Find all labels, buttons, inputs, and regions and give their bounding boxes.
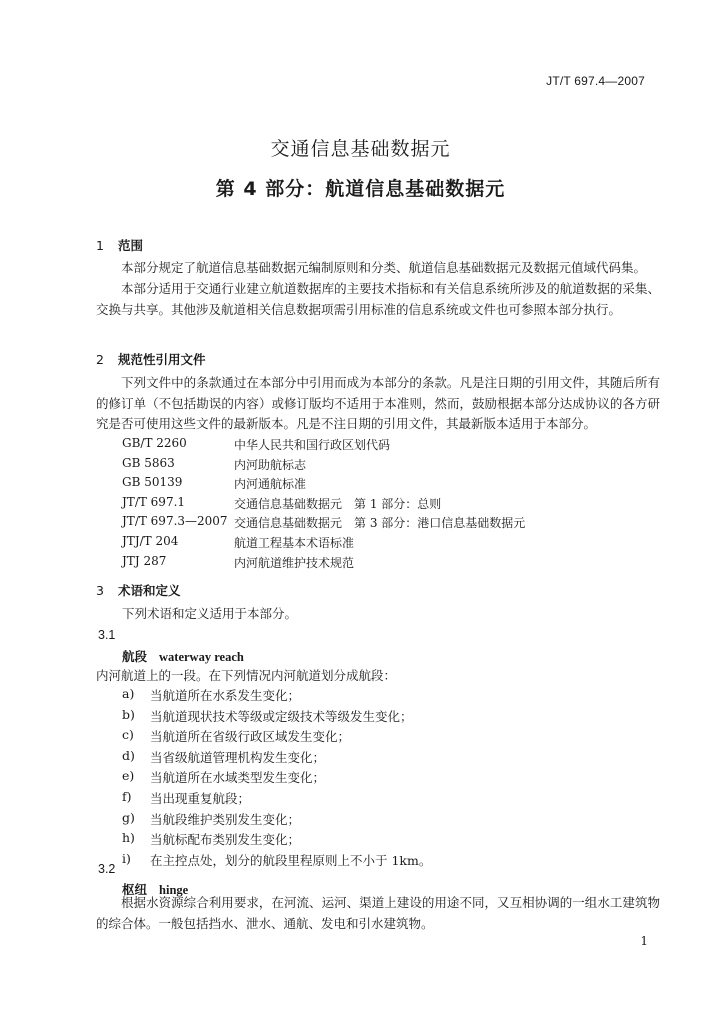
section-2-paragraph-1: 下列文件中的条款通过在本部分中引用而成为本部分的条款。凡是注日期的引用文件，其随后所有的修订单（不包括勘误的内容）或修订版均不适用于本准则，然而，鼓励根据本部分达成协议的各方研究是否可使用这些文件的最新版本。凡是不注日期的引用文件，其最新版本适用于本部分。 <box>96 375 660 431</box>
page-number: 1 <box>640 934 648 948</box>
standard-code: JT/T 697.4—2007 <box>546 74 645 88</box>
reference-row <box>122 554 525 574</box>
list-item-text: 当航段维护类别发生变化； <box>150 811 301 827</box>
reference-row <box>122 475 525 495</box>
reference-row <box>122 436 525 456</box>
list-item-label: g) <box>122 809 135 825</box>
list-item-label: d) <box>122 747 135 763</box>
list-item <box>122 810 431 831</box>
section-1-heading <box>96 236 143 254</box>
reference-name: 内河通航标准 <box>234 477 307 492</box>
list-item-label: b) <box>122 706 135 722</box>
clause-3-2-definition: 根据水资源综合利用要求，在河流、运河、渠道上建设的用途不同，又互相协调的一组水工建筑物的综合体。一般包括挡水、泄水、通航、发电和引水建筑物。 <box>96 895 660 931</box>
list-item <box>122 768 431 789</box>
reference-code: GB 50139 <box>122 475 183 490</box>
list-item-text: 当航道所在水系发生变化； <box>150 688 301 703</box>
list-item-label: h) <box>122 830 135 846</box>
section-title: 范围 <box>118 238 144 253</box>
reference-row <box>122 514 525 534</box>
list-item <box>122 789 431 810</box>
list-item-label: a) <box>122 686 135 701</box>
section-3-intro: 下列术语和定义适用于本部分。 <box>122 606 298 621</box>
section-1-paragraph-2: 本部分适用于交通行业建立航道数据库的主要技术指标和有关信息系统所涉及的航道数据的采集、交换与共享。其他涉及航道相关信息数据项需引用标准的信息系统或文件也可参照本部分执行。 <box>96 281 660 317</box>
section-number: 2 <box>96 352 104 367</box>
list-item-text: 当航道现状技术等级或定级技术等级发生变化； <box>150 708 413 724</box>
term-english: hinge <box>159 883 189 897</box>
reference-name: 交通信息基础数据元 第 1 部分：总则 <box>234 496 442 511</box>
list-item-label: f) <box>122 788 132 804</box>
clause-3-2-number: 3.2 <box>98 862 116 876</box>
section-title: 规范性引用文件 <box>118 352 206 367</box>
section-2-heading <box>96 350 206 368</box>
list-item-text: 当航道所在省级行政区域发生变化； <box>150 729 351 745</box>
list-item-label: i) <box>122 850 131 866</box>
list-item <box>122 727 431 748</box>
list-item-text: 当航道所在水域类型发生变化； <box>150 770 326 786</box>
reference-code: JT/T 697.1 <box>122 494 186 509</box>
section-3-heading <box>96 581 181 599</box>
reference-row <box>122 495 525 515</box>
reference-name: 内河助航标志 <box>234 457 307 472</box>
list-item-text: 当出现重复航段； <box>150 790 251 806</box>
term-chinese: 枢纽 <box>122 882 148 897</box>
reference-row <box>122 534 525 554</box>
section-title: 术语和定义 <box>118 583 181 598</box>
list-item-text: 当省级航道管理机构发生变化； <box>150 749 326 765</box>
normative-references-list <box>122 436 525 573</box>
list-item <box>122 686 431 707</box>
section-1-paragraph-1: 本部分规定了航道信息基础数据元编制原则和分类、航道信息基础数据元及数据元值域代码集。 <box>121 260 647 275</box>
list-item <box>122 748 431 769</box>
list-item-label: c) <box>122 727 134 743</box>
document-subtitle: 第 4 部分：航道信息基础数据元 <box>215 178 506 200</box>
reference-name: 航道工程基本术语标准 <box>234 535 355 550</box>
reference-code: JTJ/T 204 <box>122 533 179 548</box>
clause-3-1-term <box>122 647 244 665</box>
section-number: 3 <box>96 583 104 598</box>
clause-3-1-definition: 内河航道上的一段。在下列情况内河航道划分成航段： <box>96 668 397 683</box>
reference-name: 交通信息基础数据元 第 3 部分：港口信息基础数据元 <box>234 516 526 531</box>
document-title: 交通信息基础数据元 <box>270 138 451 160</box>
section-number: 1 <box>96 238 104 253</box>
list-item <box>122 830 431 851</box>
reference-name: 内河航道维护技术规范 <box>234 555 355 570</box>
term-english: waterway reach <box>159 650 244 664</box>
waterway-reach-conditions-list <box>122 686 431 871</box>
reference-code: GB 5863 <box>122 455 175 470</box>
list-item <box>122 707 431 728</box>
reference-code: JTJ 287 <box>122 553 167 568</box>
reference-code: GB/T 2260 <box>122 436 187 450</box>
list-item-text: 当航标配布类别发生变化； <box>150 832 301 848</box>
term-chinese: 航段 <box>122 649 148 664</box>
list-item-label: e) <box>122 768 135 784</box>
list-item <box>122 851 431 872</box>
reference-code: JT/T 697.3—2007 <box>122 514 228 529</box>
reference-name: 中华人民共和国行政区划代码 <box>234 438 391 452</box>
list-item-text: 在主控点处，划分的航段里程原则上不小于 1km。 <box>150 852 432 868</box>
reference-row <box>122 456 525 476</box>
clause-3-1-number: 3.1 <box>98 628 116 642</box>
